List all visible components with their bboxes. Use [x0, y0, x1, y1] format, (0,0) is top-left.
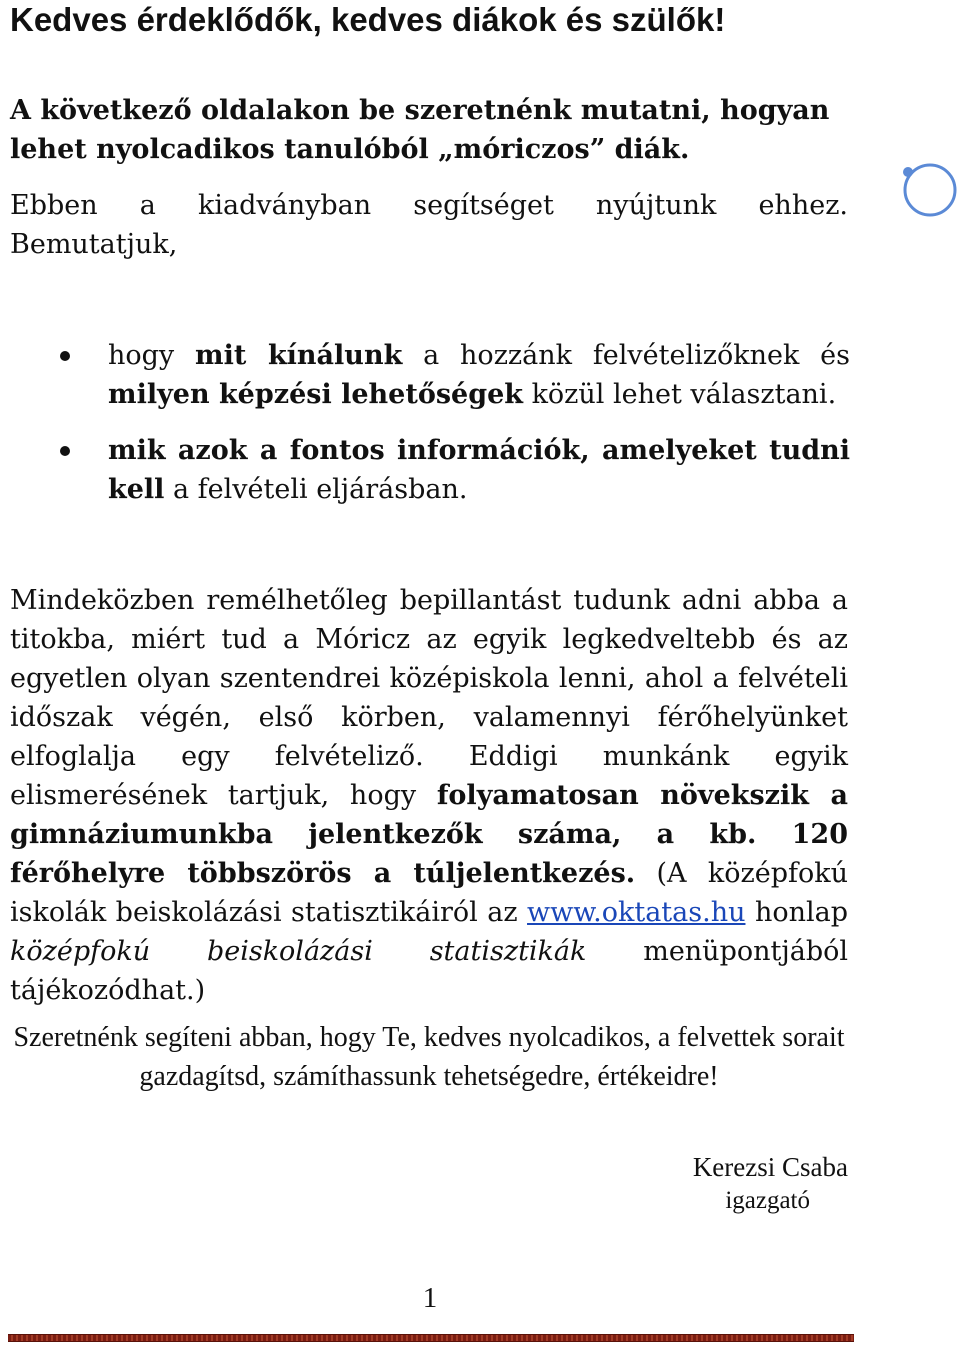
decorative-circle-icon — [898, 160, 958, 220]
intro-secondary-text: Ebben a kiadványban segítséget nyújtunk ehhez. Bemutatjuk, — [10, 190, 848, 260]
list-item-bold: milyen képzési lehetőségek — [108, 379, 523, 410]
signature-title: igazgató — [725, 1187, 810, 1214]
body-paragraph — [10, 581, 848, 1010]
page-heading: Kedves érdeklődők, kedves diákok és szülők! — [10, 1, 726, 38]
page-number: 1 — [422, 1282, 438, 1314]
list-item-text: a felvételi eljárásban. — [164, 474, 468, 505]
list-item-bold: mit kínálunk — [195, 340, 403, 371]
bullet-icon — [60, 446, 70, 456]
list-item — [60, 431, 850, 509]
signature-name: Kerezsi Csaba — [692, 1152, 848, 1182]
footer-divider — [8, 1334, 854, 1342]
paragraph-text: Eddigi munkánk egyik elismerésének tartjuk, hogy — [10, 741, 848, 811]
paragraph-italic: középfokú beiskolázási statisztikák — [10, 936, 587, 967]
paragraph-bold: folyamatosan növekszik a gimnáziumunkba jelentkezők száma, a kb. 120 férőhelyre többszörös a túljelentkezés. — [10, 780, 848, 889]
paragraph-text: honlap — [745, 897, 848, 928]
list-item-bold: mik azok a fontos információk, amelyeket tudni kell — [108, 435, 850, 505]
list-item-text: közül lehet választani. — [522, 379, 837, 410]
closing-text: Szeretnénk segíteni abban, hogy Te, kedves nyolcadikos, a felvettek sorait gazdagítsd, számíthassunk tehetségedre, értékeidre! — [13, 1022, 845, 1092]
intro-text: A következő oldalakon be szeretnénk mutatni, hogyan lehet nyolcadikos tanulóból „móriczos” diák. — [10, 95, 830, 165]
paragraph-text: (A középfokú iskolák beiskolázási statisztikáiról az — [10, 858, 848, 928]
paragraph-text: Mindeközben remélhetőleg bepillantást tudunk adni abba a titokba, miért tud a Móricz az egyik legkedveltebb és az egyetlen olyan szentendrei középiskola lenni, ahol a felvételi időszak végén, első körben, valamennyi férőhelyünket elfoglalja egy felvételiző. — [10, 585, 848, 772]
list-item — [60, 336, 850, 414]
paragraph-text: menüpontjából tájékozódhat.) — [10, 936, 848, 1006]
list-item-text: a hozzánk felvételizőknek és — [402, 340, 850, 371]
oktatas-link[interactable]: www.oktatas.hu — [527, 897, 746, 928]
list-item-text: hogy — [108, 340, 196, 371]
feature-list — [60, 336, 850, 526]
bullet-icon — [60, 351, 70, 361]
